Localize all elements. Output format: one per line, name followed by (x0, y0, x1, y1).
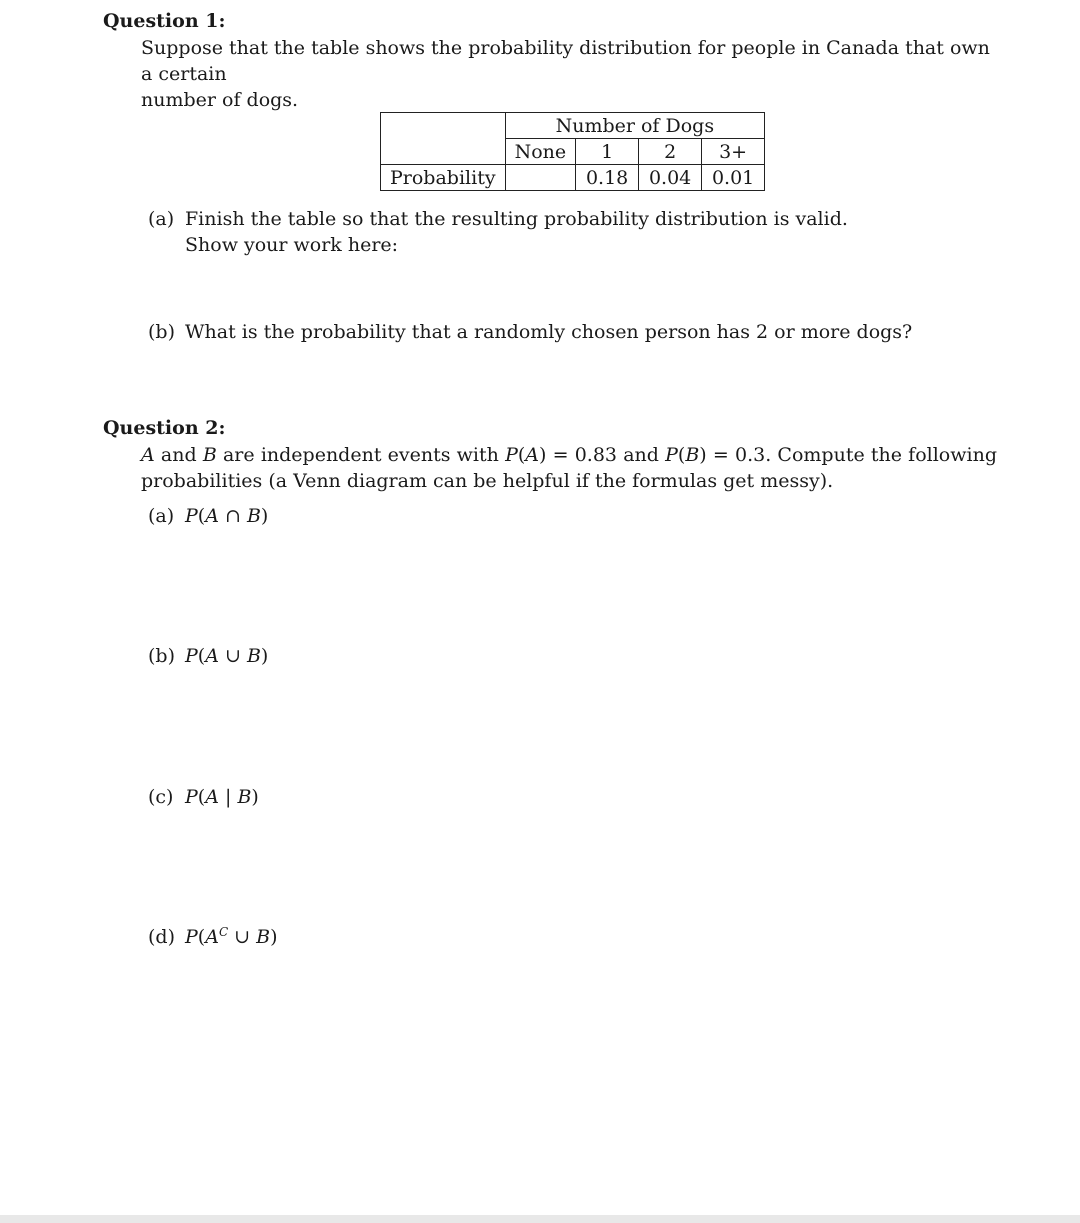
table-col-header: 3+ (702, 139, 765, 165)
question-2-part-d (148, 924, 278, 950)
part-d-expression: $P(A^C$ ∪ B) (185, 925, 278, 948)
table-col-header: None (505, 139, 576, 165)
part-b-expression: P(A ∪ B) (185, 645, 269, 667)
part-label: (b) (148, 321, 175, 343)
table-cell: 0.01 (702, 165, 765, 191)
table-cell-none[interactable] (505, 165, 576, 191)
question-2-intro-line2: probabilities (a Venn diagram can be helpful if the formulas get messy). (141, 470, 834, 492)
question-1-intro (141, 35, 997, 113)
part-label: (a) (148, 208, 175, 230)
table-cell: 0.04 (639, 165, 702, 191)
question-1-intro-line2: number of dogs. (141, 89, 299, 111)
question-1-title: Question 1: (103, 10, 226, 32)
table-col-header: 2 (639, 139, 702, 165)
question-2-title: Question 2: (103, 417, 226, 439)
table-col-header: 1 (576, 139, 639, 165)
dog-distribution-table (380, 112, 765, 191)
question-2-part-c (148, 784, 259, 810)
table-group-header: Number of Dogs (505, 113, 765, 139)
part-label: (a) (148, 505, 175, 527)
part-label: (b) (148, 645, 175, 667)
question-2-intro (141, 442, 997, 494)
table-row-label: Probability (381, 165, 506, 191)
part-c-expression: P(A | B) (185, 786, 259, 808)
question-1-intro-line1: Suppose that the table shows the probability distribution for people in Canada that own a certain (141, 37, 990, 85)
table-cell: 0.18 (576, 165, 639, 191)
question-2-part-a (148, 503, 268, 529)
question-2-intro-line1: A and B are independent events with P(A) = 0.83 and P(B) = 0.3. Compute the following (141, 444, 997, 466)
question-2-part-b (148, 643, 268, 669)
part-label: (d) (148, 926, 175, 948)
part-a-expression: P(A ∩ B) (185, 505, 269, 527)
part-label: (c) (148, 786, 174, 808)
part-b-text: What is the probability that a randomly chosen person has 2 or more dogs? (185, 321, 913, 343)
part-a-text: Finish the table so that the resulting probability distribution is valid. (185, 208, 848, 230)
table-corner-cell (381, 113, 506, 165)
question-1-part-a (148, 206, 848, 256)
bottom-scroll-edge (0, 1215, 1080, 1223)
question-1-part-b (148, 319, 912, 345)
part-a-subtext: Show your work here: (185, 234, 399, 256)
